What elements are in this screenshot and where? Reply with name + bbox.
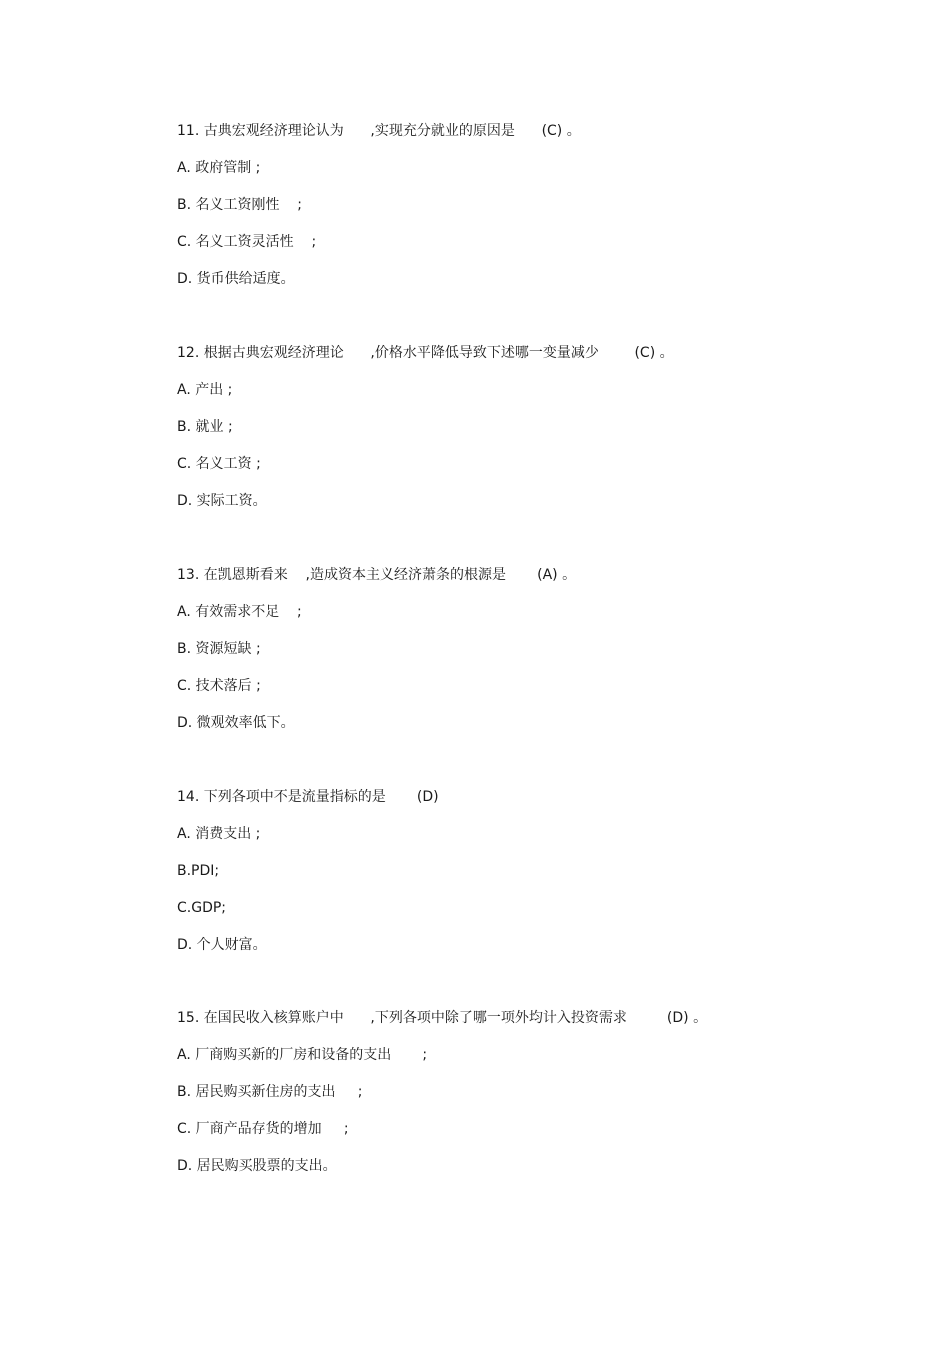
question-12: [177, 342, 877, 527]
option-c: C. 技术落后 ;: [177, 678, 261, 694]
question-14: [177, 786, 877, 971]
option-d: D. 居民购买股票的支出。: [177, 1158, 337, 1174]
option-d: D. 微观效率低下。: [177, 715, 295, 731]
question-15: [177, 1007, 877, 1192]
option-b: B. 名义工资刚性 ;: [177, 197, 303, 213]
option-a: A. 消费支出 ;: [177, 826, 261, 842]
option-a: A. 有效需求不足 ;: [177, 604, 302, 620]
option-a: A. 厂商购买新的厂房和设备的支出 ;: [177, 1047, 428, 1063]
option-b: B. 资源短缺 ;: [177, 641, 261, 657]
option-d: D. 实际工资。: [177, 493, 267, 509]
option-c: C. 名义工资 ;: [177, 456, 261, 472]
question-stem: 13. 在凯恩斯看来 ,造成资本主义经济萧条的根源是 (A) 。: [177, 567, 577, 583]
question-stem: 11. 古典宏观经济理论认为 ,实现充分就业的原因是 (C) 。: [177, 123, 581, 139]
question-stem: 12. 根据古典宏观经济理论 ,价格水平降低导致下述哪一变量减少 (C) 。: [177, 345, 674, 361]
question-13: [177, 564, 877, 749]
question-stem: 14. 下列各项中不是流量指标的是 (D): [177, 789, 439, 805]
question-11: [177, 120, 877, 305]
option-c: C. 厂商产品存货的增加 ;: [177, 1121, 349, 1137]
option-b: B.PDI;: [177, 863, 220, 879]
option-b: B. 居民购买新住房的支出 ;: [177, 1084, 363, 1100]
option-c: C. 名义工资灵活性 ;: [177, 234, 317, 250]
option-d: D. 个人财富。: [177, 937, 267, 953]
option-c: C.GDP;: [177, 900, 227, 916]
option-a: A. 政府管制 ;: [177, 160, 261, 176]
option-a: A. 产出 ;: [177, 382, 233, 398]
question-stem: 15. 在国民收入核算账户中 ,下列各项中除了哪一项外均计入投资需求 (D) 。: [177, 1010, 708, 1026]
option-d: D. 货币供给适度。: [177, 271, 295, 287]
option-b: B. 就业 ;: [177, 419, 233, 435]
